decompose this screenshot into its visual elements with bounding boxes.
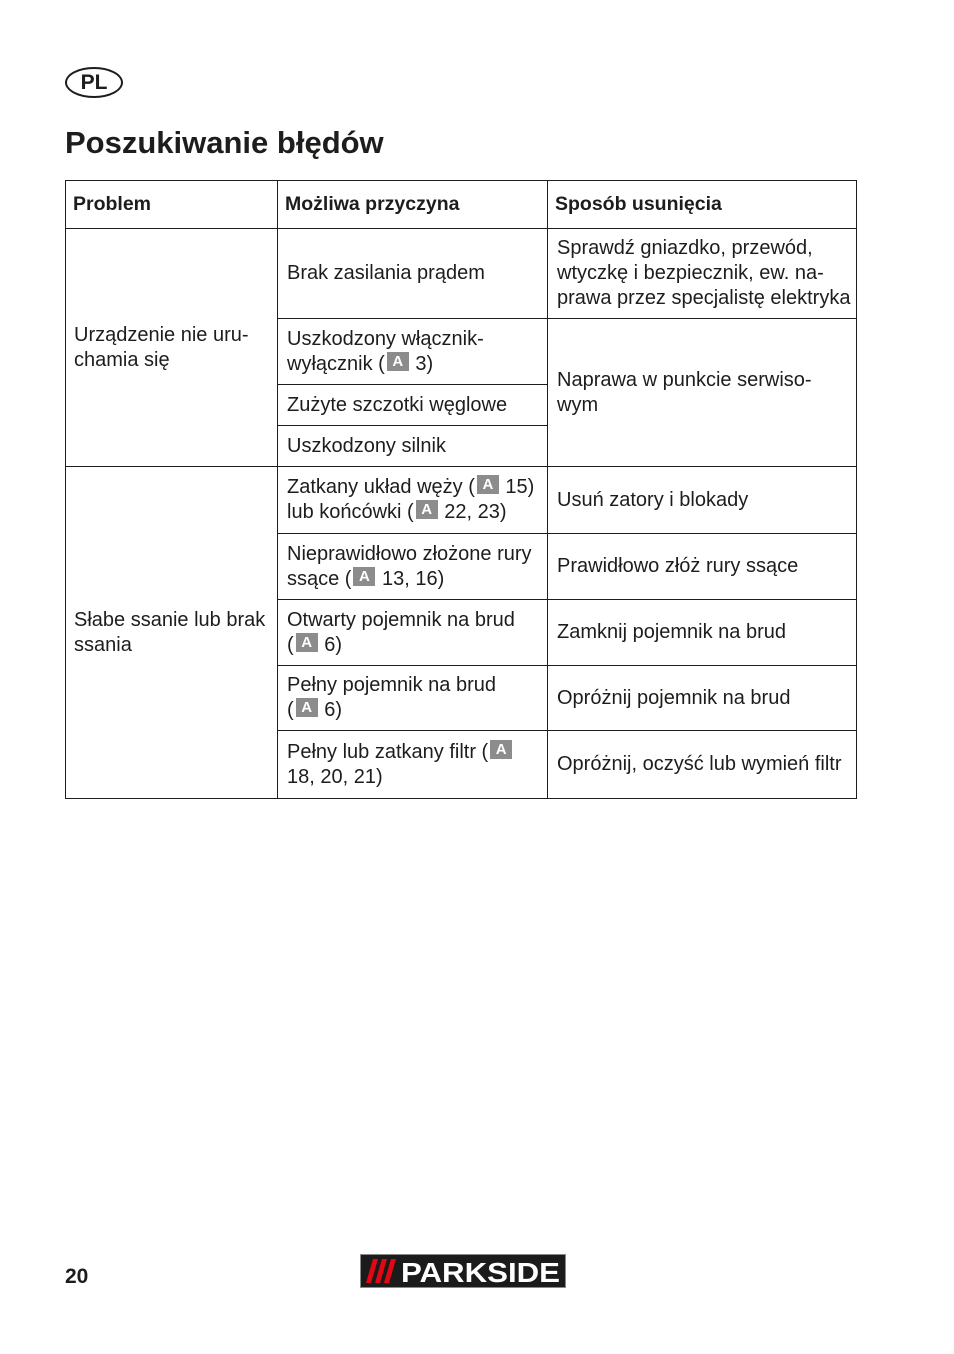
header-problem: Problem — [66, 181, 278, 229]
cause-cell — [278, 666, 548, 731]
cause-text: Uszkodzony włącznik- wyłącznik ( — [287, 327, 484, 375]
cause-text: Otwarty pojemnik na brud ( — [287, 608, 515, 656]
cause-cell — [278, 319, 548, 385]
cause-cell — [278, 467, 548, 534]
cause-text: 3) — [409, 352, 434, 375]
figure-a-icon: A — [490, 740, 512, 759]
cause-cell — [278, 534, 548, 600]
remedy-cell: Naprawa w punkcie serwiso- wym — [548, 319, 857, 467]
remedy-cell: Sprawdź gniazdko, przewód, wtyczkę i bezpiecznik, ew. na- prawa przez specjalistę elektryka — [548, 229, 857, 319]
cause-text: Pełny pojemnik na brud ( — [287, 674, 497, 721]
cause-text: 13, 16) — [376, 567, 445, 590]
page-title: Poszukiwanie błędów — [65, 125, 384, 160]
table-row — [66, 229, 857, 319]
figure-a-icon: A — [477, 475, 499, 494]
page-number: 20 — [65, 1265, 89, 1288]
language-badge: PL — [65, 67, 123, 98]
parkside-logo — [360, 1254, 566, 1288]
remedy-cell: Prawidłowo złóż rury ssące — [548, 534, 857, 600]
cause-cell — [278, 731, 548, 799]
remedy-cell: Opróżnij, oczyść lub wymień filtr — [548, 731, 857, 799]
table-header-row — [66, 181, 857, 229]
cause-cell: Uszkodzony silnik — [278, 426, 548, 467]
remedy-cell: Zamknij pojemnik na brud — [548, 600, 857, 666]
cause-text: Zatkany układ węży ( — [287, 476, 475, 498]
header-cause: Możliwa przyczyna — [278, 181, 548, 229]
cause-text: Pełny lub zatkany filtr ( — [287, 740, 489, 763]
problem-cell: Słabe ssanie lub brak ssania — [66, 467, 278, 799]
table-row — [66, 467, 857, 534]
logo-wordmark: PARKSIDE — [401, 1257, 560, 1288]
cause-text: 18, 20, 21) — [287, 765, 383, 788]
cause-cell: Zużyte szczotki węglowe — [278, 385, 548, 426]
figure-a-icon: A — [416, 500, 438, 519]
remedy-cell: Opróżnij pojemnik na brud — [548, 666, 857, 731]
troubleshooting-table — [65, 180, 857, 799]
cause-text: 15) lub końcówki ( — [287, 476, 535, 523]
figure-a-icon: A — [353, 567, 375, 586]
cause-cell: Brak zasilania prądem — [278, 229, 548, 319]
cause-text: Nieprawidłowo złożone rury ssące ( — [287, 542, 532, 590]
figure-a-icon: A — [296, 698, 318, 717]
figure-a-icon: A — [296, 633, 318, 652]
problem-cell: Urządzenie nie uru- chamia się — [66, 229, 278, 467]
cause-text: 6) — [318, 699, 343, 721]
cause-text: 22, 23) — [438, 501, 507, 523]
remedy-cell: Usuń zatory i blokady — [548, 467, 857, 534]
cause-cell — [278, 600, 548, 666]
figure-a-icon: A — [387, 352, 409, 371]
cause-text: 6) — [318, 633, 343, 656]
header-remedy: Sposób usunięcia — [548, 181, 857, 229]
